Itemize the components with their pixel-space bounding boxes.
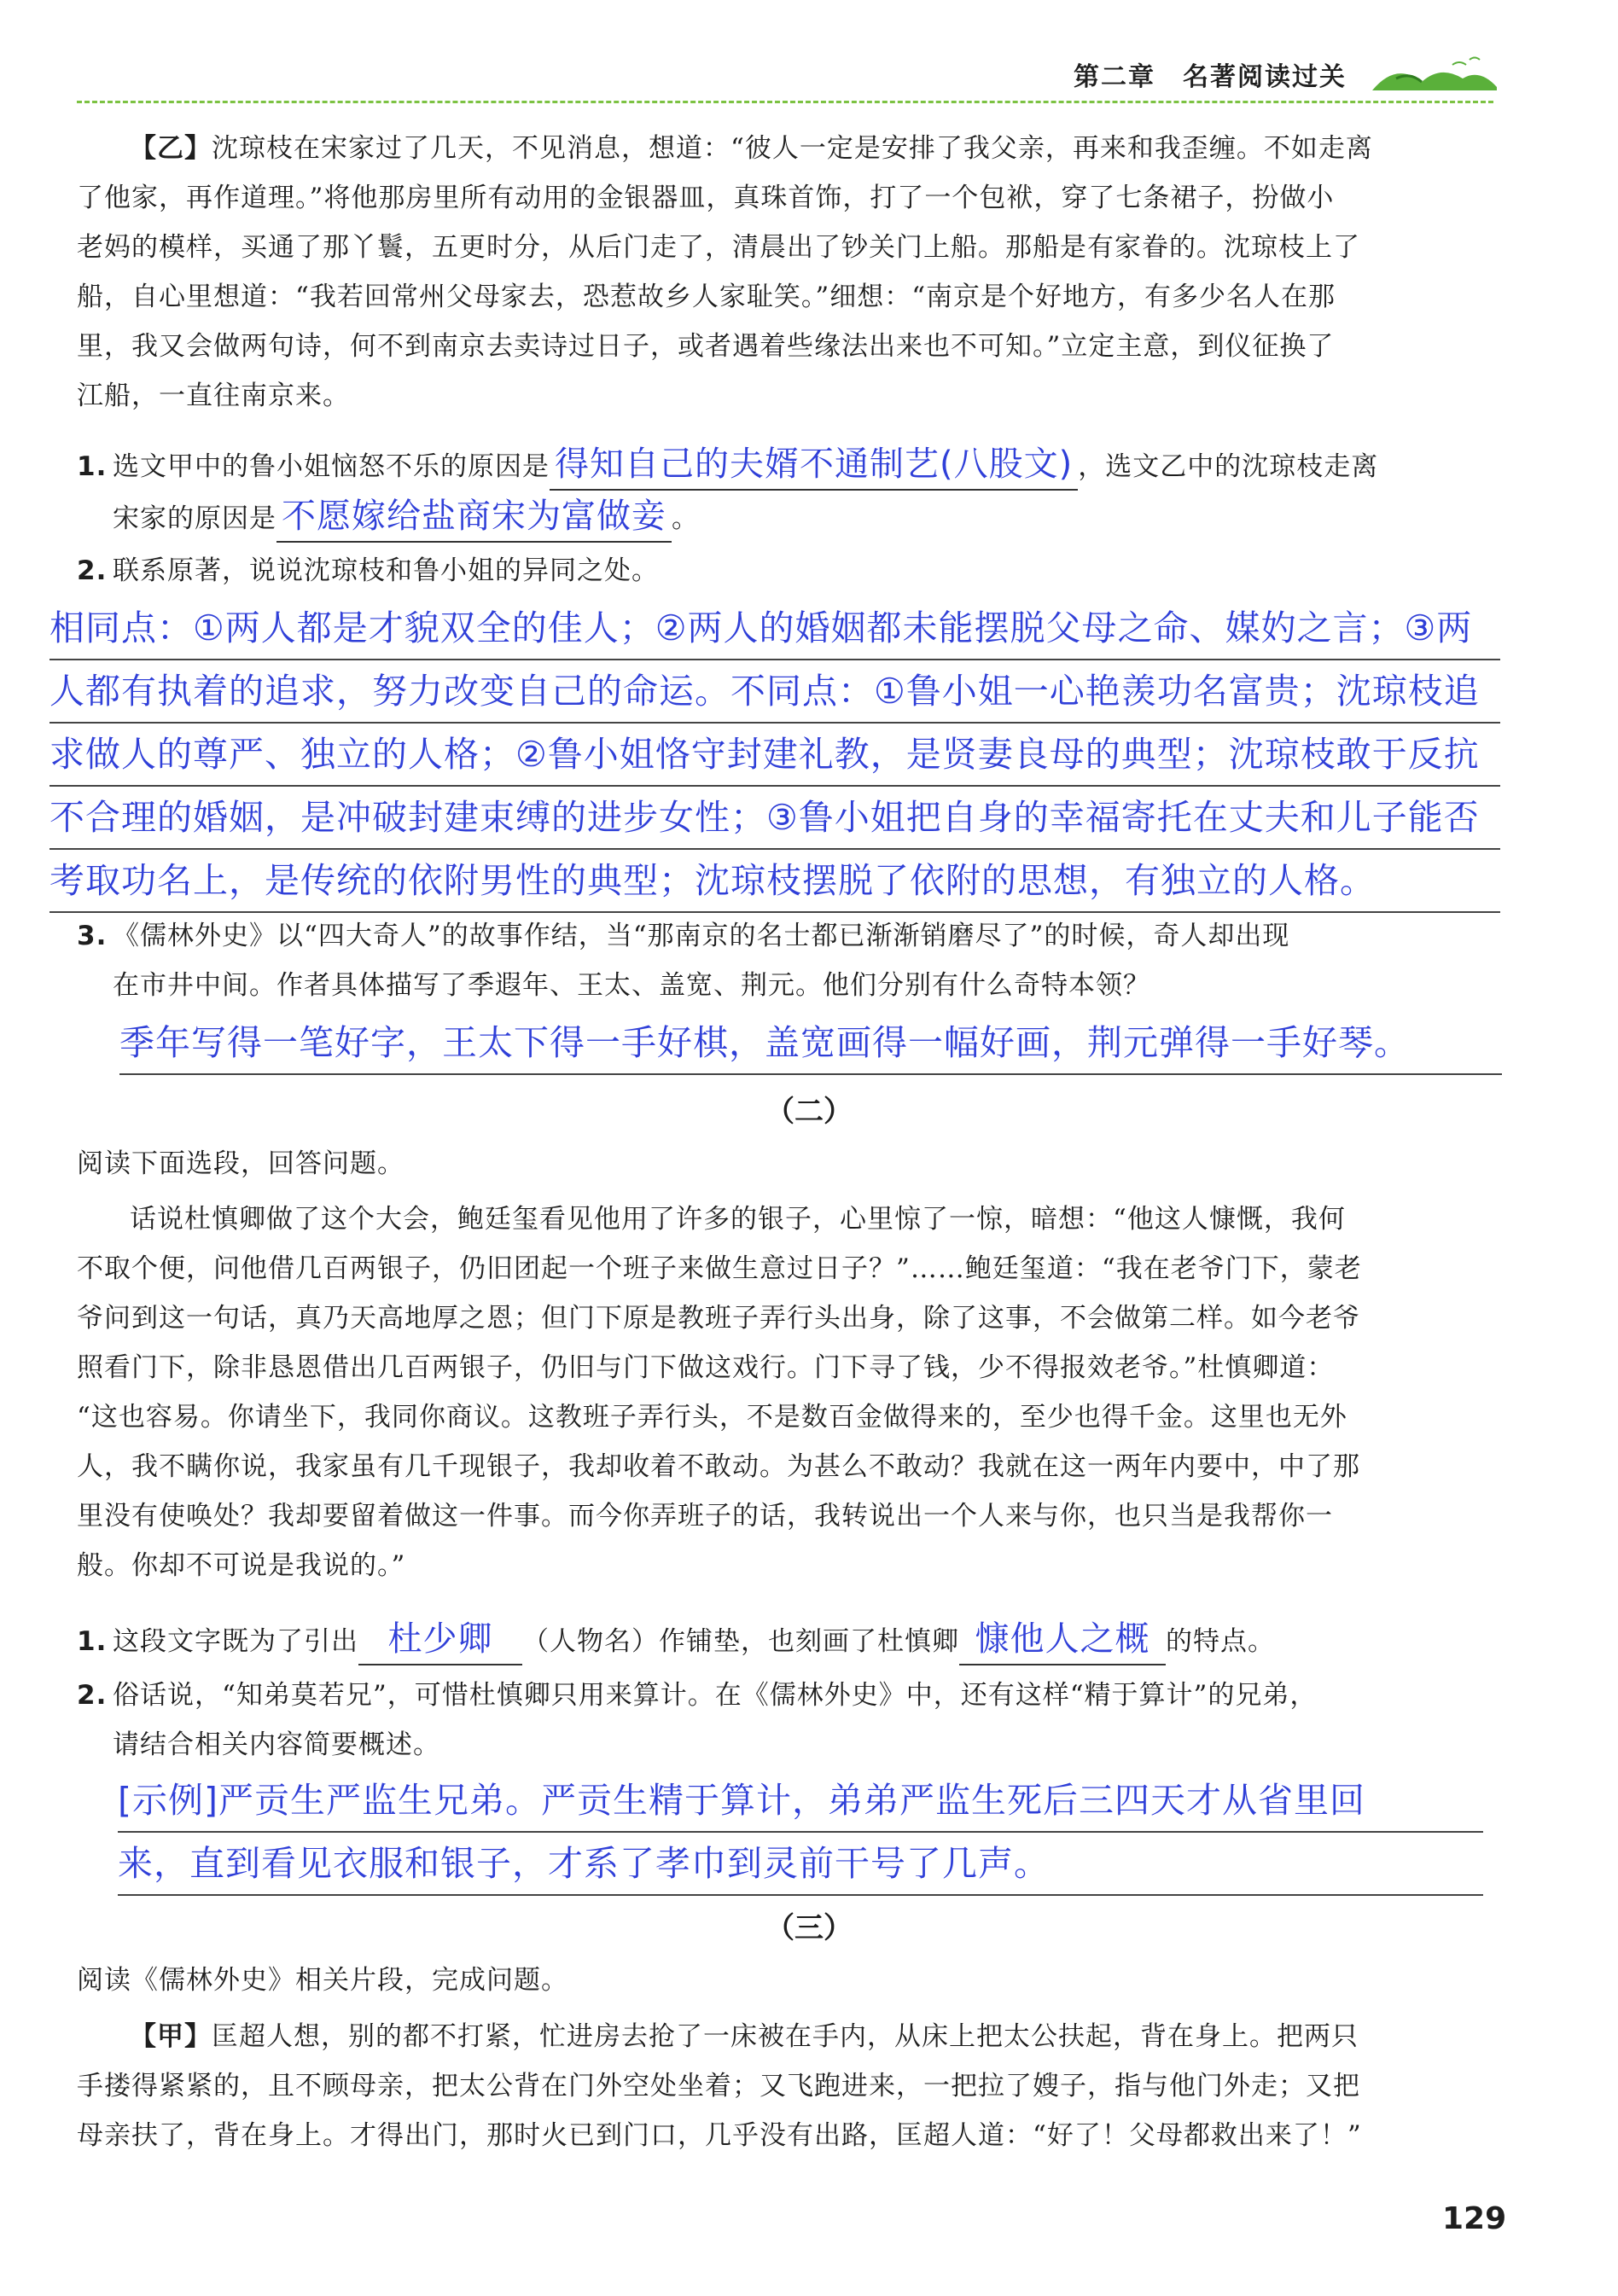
chapter-title: 第二章 名著阅读过关 — [1074, 62, 1347, 92]
passage-yi — [77, 124, 1502, 421]
question-line: 宋家的原因是 不愿嫁给盐商宋为富做妾 。 — [77, 491, 1502, 543]
passage-line: 人，我不瞒你说，我家虽有几千现银子，我却收着不敢动。为甚么不敢动？我就在这一两年内要中，中了那 — [77, 1451, 1360, 1482]
passage-line: 般。你却不可说是我说的。” — [77, 1550, 406, 1581]
passage-line: 船，自心里想道：“我若回常州父母家去，恐惹故乡人家耻笑。”细想：“南京是个好地方，有多少名人在那 — [77, 282, 1336, 312]
answer-line: 相同点：①两人都是才貌双全的佳人；②两人的婚姻都未能摆脱父母之命、媒妁之言；③两 — [49, 597, 1500, 660]
answer-blank: 慷他人之概 — [959, 1614, 1166, 1665]
question-3 — [77, 911, 1502, 1010]
passage-line: 【甲】匡超人想，别的都不打紧，忙进房去抢了一床被在手内，从床上把太公扶起，背在身上。把两只 — [130, 2021, 1359, 2052]
answer-line: 求做人的尊严、独立的人格；②鲁小姐恪守封建礼教，是贤妻良母的典型；沈琼枝敢于反抗 — [49, 724, 1500, 787]
question-line: 2. 俗话说，“知弟莫若兄”，可惜杜慎卿只用来算计。在《儒林外史》中，还有这样“精于算计”的兄弟， — [77, 1671, 1502, 1720]
answer-line: 季年写得一笔好字，王太下得一手好棋，盖宽画得一幅好画，荆元弹得一手好琴。 — [119, 1012, 1502, 1075]
passage-line: 爷问到这一句话，真乃天高地厚之恩；但门下原是教班子弄行头出身，除了这事，不会做第二样。如今老爷 — [77, 1303, 1360, 1334]
answer-line: 考取功名上，是传统的依附男性的典型；沈琼枝摆脱了依附的思想，有独立的人格。 — [49, 850, 1500, 913]
passage-line: 江船，一直往南京来。 — [77, 381, 350, 411]
passage-line: 里没有使唤处？我却要留着做这一件事。而今你弄班子的话，我转说出一个人来与你，也只当是我帮你一 — [77, 1501, 1333, 1532]
passage-line: 照看门下，除非恳恩借出几百两银子，仍旧与门下做这戏行。门下寻了钱，少不得报效老爷。”杜慎卿道： — [77, 1352, 1335, 1383]
question-text: 联系原著，说说沈琼枝和鲁小姐的异同之处。 — [113, 555, 659, 586]
answer-blank: 得知自己的夫婿不通制艺(八股文) — [550, 439, 1078, 491]
question-line: 请结合相关内容简要概述。 — [113, 1729, 440, 1760]
passage-section3 — [77, 2012, 1502, 2160]
passage-line: 里，我又会做两句诗，何不到南京去卖诗过日子，或者遇着些缘法出来也不可知。”立定主意，到仪征换了 — [77, 331, 1335, 362]
page-number: 129 — [1442, 2201, 1507, 2236]
passage-label: 【甲】 — [130, 2021, 212, 2052]
answer-blank: 不愿嫁给盐商宋为富做妾 — [276, 491, 672, 543]
question-1 — [77, 439, 1502, 543]
passage-line: 【乙】沈琼枝在宋家过了几天，不见消息，想道：“彼人一定是安排了我父亲，再来和我歪缠。不如走离 — [130, 133, 1373, 164]
question-line: 1. 选文甲中的鲁小姐恼怒不乐的原因是 得知自己的夫婿不通制艺(八股文) ，选文乙中的沈琼枝走离 — [77, 439, 1502, 491]
section-title: （三） — [765, 1911, 853, 1945]
answer-line: 不合理的婚姻，是冲破封建束缚的进步女性；③鲁小姐把自身的幸福寄托在丈夫和儿子能否 — [49, 787, 1500, 850]
question-number: 1. — [77, 451, 108, 482]
answer-blank: 杜少卿 — [358, 1614, 522, 1665]
passage-line: 不取个便，问他借几百两银子，仍旧团起一个班子来做生意过日子？”……鲍廷玺道：“我在老爷门下，蒙老 — [77, 1253, 1362, 1284]
section-title: （二） — [765, 1095, 853, 1129]
page-header — [1074, 53, 1499, 96]
passage-line: 话说杜慎卿做了这个大会，鲍廷玺看见他用了许多的银子，心里惊了一惊，暗想：“他这人慷慨，我何 — [130, 1204, 1346, 1235]
section2-question-1: 1. 这段文字既为了引出 杜少卿 （人物名）作铺垫，也刻画了杜慎卿 慷他人之概 的特点。 — [77, 1614, 1502, 1666]
passage-section2 — [77, 1195, 1502, 1590]
question-line: 3. 《儒林外史》以“四大奇人”的故事作结，当“那南京的名士都已渐渐销磨尽了”的时候，奇人却出现 — [77, 911, 1502, 961]
answer-line: 来，直到看见衣服和银子，才系了孝巾到灵前干号了几声。 — [118, 1833, 1483, 1896]
passage-label: 【乙】 — [130, 133, 212, 164]
answer-block-q3 — [119, 1012, 1502, 1075]
passage-line: 老妈的模样，买通了那丫鬟，五更时分，从后门走了，清晨出了钞关门上船。那船是有家眷的。沈琼枝上了 — [77, 232, 1360, 263]
mountain-logo-icon — [1371, 53, 1499, 96]
section-instruction: 阅读《儒林外史》相关片段，完成问题。 — [77, 1965, 568, 1996]
passage-line: 母亲扶了，背在身上。才得出门，那时火已到门口，几乎没有出路，匡超人道：“好了！父母都救出来了！” — [77, 2120, 1362, 2151]
passage-line: 了他家，再作道理。”将他那房里所有动用的金银器皿，真珠首饰，打了一个包袱，穿了七条裙子，扮做小 — [77, 183, 1335, 213]
question-number: 3. — [77, 921, 108, 951]
question-number: 1. — [77, 1626, 108, 1657]
answer-line: [示例]严贡生严监生兄弟。严贡生精于算计，弟弟严监生死后三四天才从省里回 — [118, 1770, 1483, 1833]
passage-line: 手搂得紧紧的，且不顾母亲，把太公背在门外空处坐着；又飞跑进来，一把拉了嫂子，指与他门外走；又把 — [77, 2071, 1360, 2101]
answer-line: 人都有执着的追求，努力改变自己的命运。不同点：①鲁小姐一心艳羡功名富贵；沈琼枝追 — [49, 660, 1500, 724]
answer-block-q2 — [49, 597, 1500, 913]
section-instruction: 阅读下面选段，回答问题。 — [77, 1148, 404, 1179]
question-number: 2. — [77, 555, 108, 586]
question-number: 2. — [77, 1680, 108, 1711]
header-divider — [77, 101, 1493, 103]
passage-line: “这也容易。你请坐下，我同你商议。这教班子弄行头，不是数百金做得来的，至少也得千金。这里也无外 — [77, 1402, 1347, 1433]
question-line: 在市井中间。作者具体描写了季遐年、王太、盖宽、荆元。他们分别有什么奇特本领？ — [113, 970, 1150, 1001]
question-2 — [77, 546, 1502, 596]
section2-question-2 — [77, 1671, 1502, 1770]
answer-block-s2q2 — [118, 1770, 1483, 1896]
